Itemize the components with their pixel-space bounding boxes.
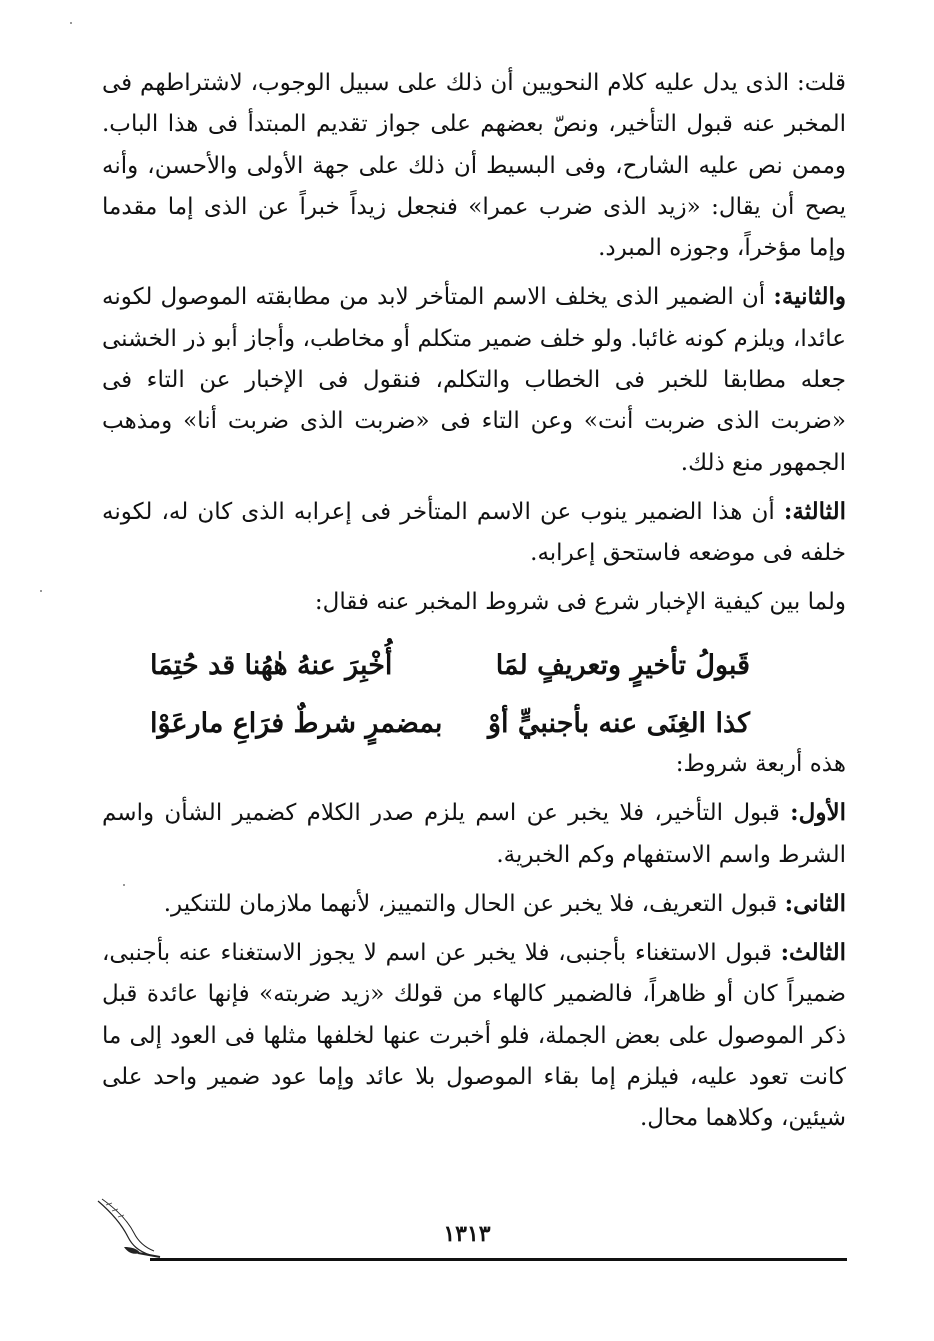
paragraph-3: [102, 491, 846, 575]
paragraph-2-text: أن الضمير الذى يخلف الاسم المتأخر لابد من مطابقته الموصول لكونه عائدا، ويلزم كونه غائبا. ولو خلف ضمير متكلم أو مخاطب، وأجاز أبو ذر الخشنى جعله مطابقا للخبر فى الخطاب والتكلم، فنقول فى الإخبار عن التاء فى «ضربت الذى ضربت أنت» وعن التاء فى «ضربت الذى ضربت أنا» ومذهب الجمهور منع ذلك.: [102, 284, 846, 476]
poem: [150, 636, 750, 752]
poem-verse-1-second: أُخْبِرَ عنهُ هٰهُنا قد حُتِمَا: [150, 649, 393, 681]
paragraph-8: [102, 932, 846, 1139]
paragraph-7-text: قبول التعريف، فلا يخبر عن الحال والتمييز، لأنهما ملازمان للتنكير.: [163, 890, 778, 917]
paragraph-4: ولما بين كيفية الإخبار شرع فى شروط المخبر عنه فقال:: [314, 588, 846, 615]
paragraph-6-lead: الأول:: [790, 799, 846, 827]
paragraph-6-text: قبول التأخير، فلا يخبر عن اسم يلزم صدر الكلام كضمير الشأن واسم الشرط واسم الاستفهام وكم الخبرية.: [102, 800, 846, 868]
paragraph-3-lead: الثالثة:: [783, 497, 847, 525]
paragraph-2-lead: والثانية:: [773, 283, 847, 311]
scan-speck: [123, 884, 125, 886]
footer-rule: [150, 1258, 847, 1261]
paragraph-7: [102, 883, 846, 925]
page-number: ١٣١٣: [443, 1221, 491, 1247]
paragraph-3-text: أن هذا الضمير ينوب عن الاسم المتأخر فى إعرابه الذى كان له، لكونه خلفه فى موضعه فاستحق إعرابه.: [102, 498, 846, 567]
poem-verse-1: [150, 636, 750, 694]
scan-speck: [40, 590, 42, 592]
quill-icon: [94, 1195, 164, 1265]
paragraph-2: [102, 276, 846, 483]
body-text-bottom: [102, 744, 846, 1140]
paragraph-8-lead: الثالث:: [780, 939, 846, 967]
paragraph-8-text: قبول الاستغناء بأجنبى، فلا يخبر عن اسم لا يجوز الاستغناء عنه بأجنبى، ضميراً كان أو ظاهراً، فالضمير كالهاء من قولك «زيد ضربته» فإنها عائدة قبل ذكر الموصول على بعض الجملة، فلو أخبرت عنها لخلفها مثلها فى العود إلى ما كانت تعود عليه، فيلزم إما بقاء الموصول بلا عائد وإما عود ضمير واحد على شيئين، وكلاهما محال.: [102, 940, 846, 1132]
paragraph-6: [102, 792, 846, 876]
poem-verse-2-second: بمضمرٍ شرطٌ فرَاعِ مارعَوْا: [150, 707, 443, 739]
paragraph-7-lead: الثانى:: [784, 889, 846, 917]
paragraph-1: قلت: الذى يدل عليه كلام النحويين أن ذلك على سبيل الوجوب، لاشتراطهم فى المخبر عنه قبول التأخير، ونصّ بعضهم على جواز تقديم المبتدأ فى هذا الباب. وممن نص عليه الشارح، وفى البسيط أن ذلك على جهة الأولى والأحسن، وأنه يصح أن يقال: «زيد الذى ضرب عمرا» فنجعل زيداً خبراً عن الذى إما مقدما وإما مؤخراً، وجوزه المبرد.: [102, 70, 846, 262]
body-text-top: [102, 63, 846, 623]
poem-verse-1-first: قَبولُ تأخيرٍ وتعريفٍ لمَا: [495, 649, 750, 681]
scan-speck: [70, 22, 72, 24]
paragraph-5: هذه أربعة شروط:: [675, 751, 846, 777]
poem-verse-2-first: كذا الغِنَى عنه بأجنبيٍّ أوْ: [487, 707, 750, 739]
